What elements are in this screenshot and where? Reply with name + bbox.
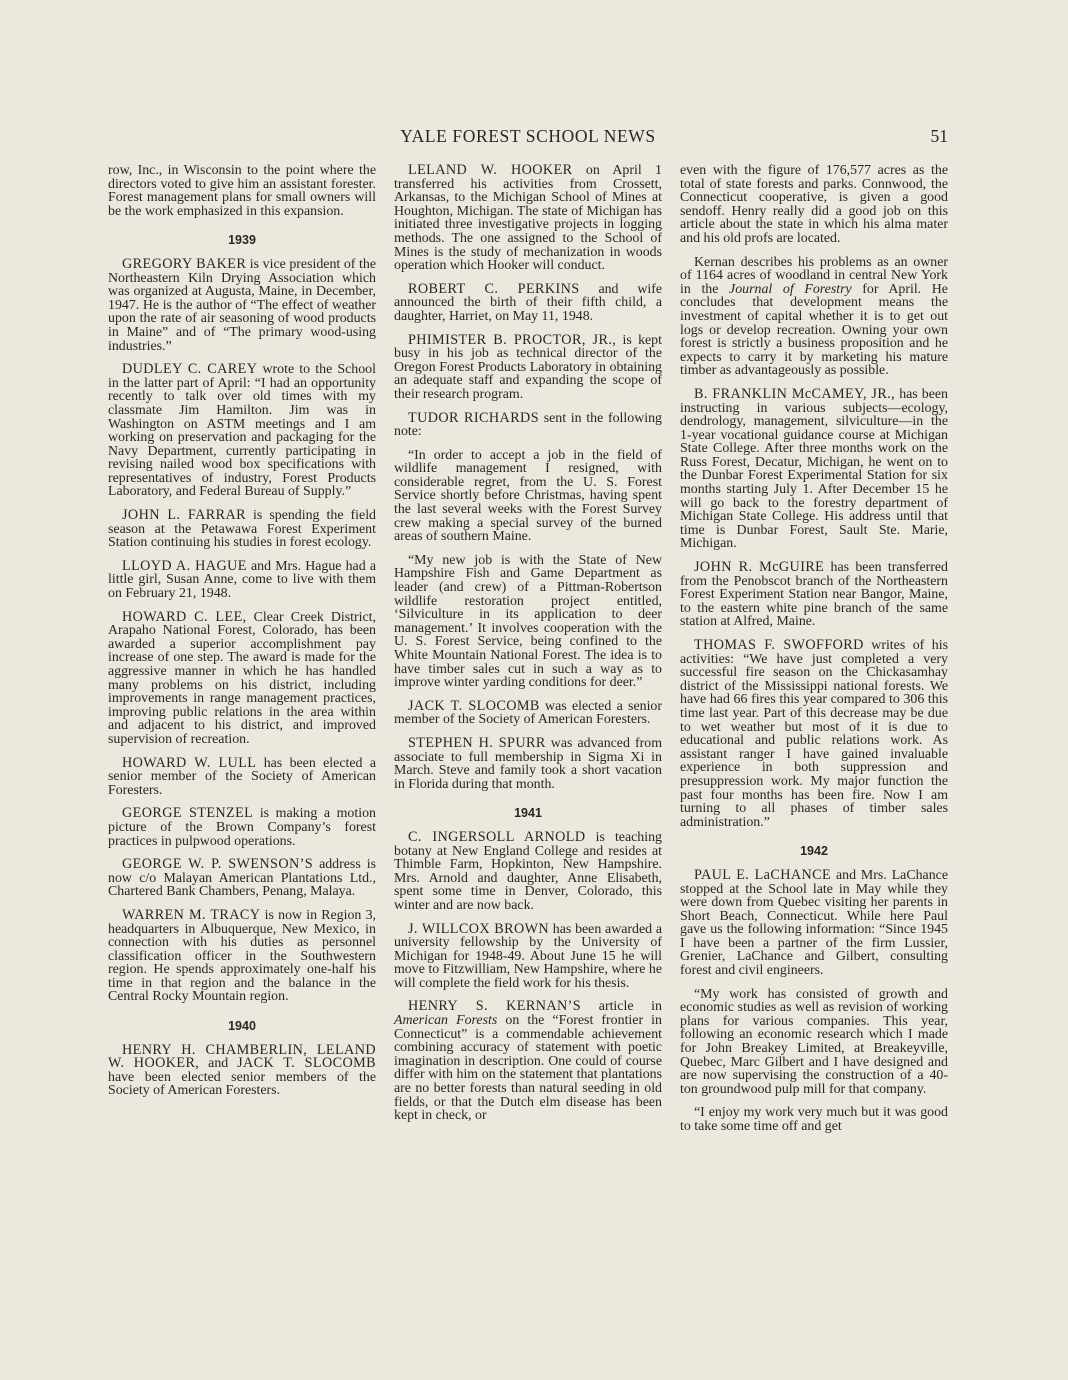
person-name: STEPHEN H. SPURR: [408, 734, 546, 751]
person-name: HENRY H. CHAMBERLIN, LELAND W. HOOKER,: [108, 1041, 376, 1072]
news-item: [108, 509, 376, 550]
news-text: for April. He concludes that development means the investment of capital whether it is to get out logs or develop recreation. Owning your own forest is strictly a business proposition and he expects to carry it by marketing his mature timber as advantageously as possible.: [680, 281, 948, 379]
person-name: GEORGE STENZEL: [122, 805, 254, 822]
news-text: Kernan describes his problems as an owner of 1164 acres of woodland in central New York in the: [680, 254, 948, 297]
person-name: J. WILLCOX BROWN: [408, 920, 550, 937]
person-name: HOWARD W. LULL: [122, 754, 257, 771]
news-text: and: [199, 1056, 238, 1072]
news-text: is kept busy in his job as technical director of the Oregon Forest Products Laboratory in obtaining an adequate staff and expanding the scope of their research program.: [394, 332, 662, 402]
news-item: [394, 280, 663, 324]
person-name: ROBERT C. PERKINS: [408, 280, 580, 297]
person-name: JACK T. SLOCOMB: [408, 697, 540, 714]
person-name: LELAND W. HOOKER: [408, 162, 573, 178]
person-name: THOMAS F. SWOFFORD: [694, 637, 864, 653]
news-item: [394, 920, 662, 991]
news-item: [394, 409, 662, 440]
person-name: JOHN L. FARRAR: [122, 507, 247, 524]
news-item: [108, 807, 376, 848]
news-text: is spending the field season at the Petawawa Forest Experiment Station continuing his studies in forest ecology.: [108, 508, 376, 551]
news-text: is now in Region 3, headquarters in Albuquerque, New Mexico, in connection with his duties as personnel classification officer in the Southwestern region. He spends approximately one-half his time in that region and the balance in the Central Rocky Mountain region.: [108, 907, 377, 1005]
news-text: address is now c/o Malayan American Plantations Ltd., Chartered Bank Chambers, Penang, Malaya.: [108, 857, 377, 900]
news-text: and Mrs. Hague had a little girl, Susan Anne, come to live with them on February 21, 1948.: [108, 558, 376, 602]
running-title: YALE FOREST SCHOOL NEWS: [400, 126, 656, 146]
person-name: PAUL E. LaCHANCE: [694, 866, 832, 883]
person-name: DUDLEY C. CAREY: [122, 361, 258, 378]
news-text: has been transferred from the Penobscot branch of the Northeastern Forest Experiment Station near Bangor, Maine, to the eastern white pine branch of the same station at Alfred, Maine.: [680, 560, 948, 630]
news-text: has been instructing in various subjects—ecology, dendrology, management, silviculture—in the 1-year vocational guidance course at Michigan State College. After three months work on the Russ Forest, Decatur, Michigan, he went on to the Dunbar Forest Experimental Station for six months starting July 1. After December 15 he will go back to the forestry department of Michigan State College. His address until that time is Dunbar Forest, Sault Ste. Marie, Michigan.: [680, 386, 949, 552]
quoted-paragraph: “My new job is with the State of New Hampshire Fish and Game Department as leader (and crew) of a Pittman-Robertson wildlife restoration project entitled, ‘Silviculture in its application to deer management.’ It involves cooperation with the U. S. Forest Service, being confined to the White Mountain National Forest. The idea is to have timber sales cut in such a way as to improve winter yarding conditions for deer.”: [394, 552, 662, 691]
news-text: is making a motion picture of the Brown Company’s forest practices in pulpwood operations.: [108, 806, 376, 849]
news-item: [108, 754, 376, 798]
class-year-heading: 1941: [514, 806, 542, 821]
person-name: TUDOR RICHARDS: [408, 409, 539, 426]
news-item: [394, 331, 662, 402]
news-item: [108, 906, 377, 1005]
person-name: GREGORY BAKER: [122, 255, 247, 272]
person-name: PHIMISTER B. PROCTOR, JR.,: [408, 331, 617, 348]
news-text: on April 1 transferred his activities from Crossett, Arkansas, to the Michigan School of Mines at Houghton, Michigan. The state of Michigan has initiated three investigative projects in logging methods. The one assigned to the School of Mines is the study of mechanization in woods operation which Hooker will conduct.: [394, 163, 662, 274]
paragraph: row, Inc., in Wisconsin to the point where the directors voted to give him an assistant forester. Forest management plans for small owners will be the work emphasized in this expansion.: [108, 163, 376, 219]
news-text: writes of his activities: “We have just completed a very successful fire season on the Chickasamhay district of the Mississippi national forests. We have had 66 fires this year compared to 306 this time last year. Part of this decrease may be due to wet weather but most of it is due to educational and public relations work. As assistant ranger I have gained invaluable experience in both suppression and presuppression work. My major function the past four months has been fire. Now I am turning to all phases of timber sales administration.”: [680, 638, 948, 830]
news-item: [108, 1041, 377, 1099]
news-item: [108, 608, 376, 747]
news-item: [680, 639, 948, 829]
quoted-paragraph: “My work has consisted of growth and economic studies as well as revision of working plans for various companies. This year, following an economic research which I made for John Breakey Limited, at Breakeyville, Quebec, Marc Gilbert and I have designed and are now supervising the construction of a 40-ton groundwood pulp mill for that company.: [680, 986, 948, 1097]
publication-title: American Forests: [394, 1013, 498, 1029]
page-header: [108, 126, 948, 148]
class-year-heading: 1940: [228, 1019, 256, 1034]
news-item: [680, 561, 948, 629]
person-name: HOWARD C. LEE,: [122, 608, 247, 625]
person-name: JACK T. SLOCOMB: [237, 1055, 377, 1072]
news-text: is vice president of the Northeastern Kiln Drying Association which was organized at Augusta, Maine, in December, 1947. He is the author of “The effect of weather upon the rate of air seasoning of wood products in Maine” and of “The primary wood-using industries.”: [108, 256, 376, 354]
news-text: sent in the following note:: [394, 410, 662, 440]
class-year-heading: 1942: [800, 844, 828, 859]
person-name: JOHN R. McGUIRE: [694, 559, 825, 576]
news-text: Clear Creek District, Arapaho National Forest, Colorado, has been awarded a superior accomplishment pay increase of one step. The award is made for the aggressive manner in which he has handled many problems on his district, including improvements in range management practices, improving public relations in the area within and adjacent to his district, and improved supervision of recreation.: [108, 609, 376, 747]
paragraph: [680, 256, 948, 378]
news-item: [394, 697, 662, 728]
news-item: [680, 385, 949, 552]
news-text: and Mrs. LaChance stopped at the School late in May while they were down from Quebec visiting her parents in Short Beach, Connecticut. While here Paul gave us the following information: “Since 1945 I have been a partner of the firm Lussier, Grenier, LaChance and Gilbert, consulting forest and civil engineers.: [680, 867, 948, 979]
person-name: GEORGE W. P. SWENSON’S: [122, 856, 314, 873]
person-name: B. FRANKLIN McCAMEY, JR.,: [694, 385, 896, 402]
person-name: WARREN M. TRACY: [122, 906, 261, 923]
column-1: [108, 164, 376, 1108]
person-name: HENRY S. KERNAN’S: [408, 998, 582, 1015]
news-text: has been elected a senior member of the Society of American Foresters.: [108, 755, 376, 798]
news-item: [108, 557, 376, 602]
news-text: and wife announced the birth of their fifth child, a daughter, Harriet, on May 11, 1948.: [394, 281, 663, 324]
news-item: [394, 1000, 662, 1122]
news-text: wrote to the School in the latter part of April: “I had an opportunity recently to talk over old times with my classmate Jim Hamilton. Jim was in Washington on ASTM meetings and I am working on preservation and packaging for the Navy Department, currently participating in revising nailed wood box specifications with representatives of industry, Forest Products Laboratory, and Federal Bureau of Supply.”: [108, 362, 376, 500]
news-text: article in: [581, 999, 662, 1015]
quoted-paragraph: “I enjoy my work very much but it was good to take some time off and get: [680, 1105, 948, 1134]
news-item: [394, 828, 662, 913]
news-text: was advanced from associate to full membership in Sigma Xi in March. Steve and family took a short vacation in Florida during that month.: [394, 735, 662, 792]
news-item: [394, 164, 662, 273]
column-3: [680, 164, 948, 1144]
news-item: [680, 866, 948, 979]
paragraph: even with the figure of 176,577 acres as the total of state forests and parks. Connwood, the Connecticut cooperative, is given a good sendoff. Henry really did a good job on this article about the state in which his alma mater and his old profs are located.: [680, 163, 948, 246]
person-name: LLOYD A. HAGUE: [122, 557, 247, 574]
page-number: 51: [930, 126, 948, 146]
publication-title: Journal of Forestry: [729, 281, 852, 297]
column-2: [394, 164, 662, 1133]
news-text: on the “Forest frontier in Connecticut” is a commendable achievement combining accuracy of statement with poetic imagination in description. One could of course differ with him on the statement that plantations are no better forests than natural seeding in old fields, or that the Dutch elm disease has been kept in check, or: [394, 1013, 662, 1124]
news-text: has been awarded a university fellowship by the University of Michigan for 1948-49. About June 15 he will move to Fitzwilliam, New Hampshire, where he will complete the field work for his thesis.: [394, 921, 662, 991]
quoted-paragraph: “In order to accept a job in the field of wildlife management I resigned, with considerable regret, from the U. S. Forest Service shortly before Christmas, having spent the last several weeks with the Forest Survey crew making a special survey of the burned areas of southern Maine.: [394, 447, 662, 545]
news-item: [108, 255, 376, 354]
news-item: [394, 734, 662, 792]
news-item: [108, 363, 376, 499]
news-text: is teaching botany at New England College and resides at Thimble Farm, Hopkinton, New Hampshire. Mrs. Arnold and daughter, Anne Elisabeth, spent some time in Denver, Colorado, this winter and are now back.: [394, 829, 662, 913]
news-text: have been elected senior members of the Society of American Foresters.: [108, 1069, 376, 1099]
person-name: C. INGERSOLL ARNOLD: [408, 828, 586, 845]
news-text: was elected a senior member of the Society of American Foresters.: [394, 698, 662, 728]
class-year-heading: 1939: [228, 233, 256, 248]
news-item: [108, 858, 376, 899]
